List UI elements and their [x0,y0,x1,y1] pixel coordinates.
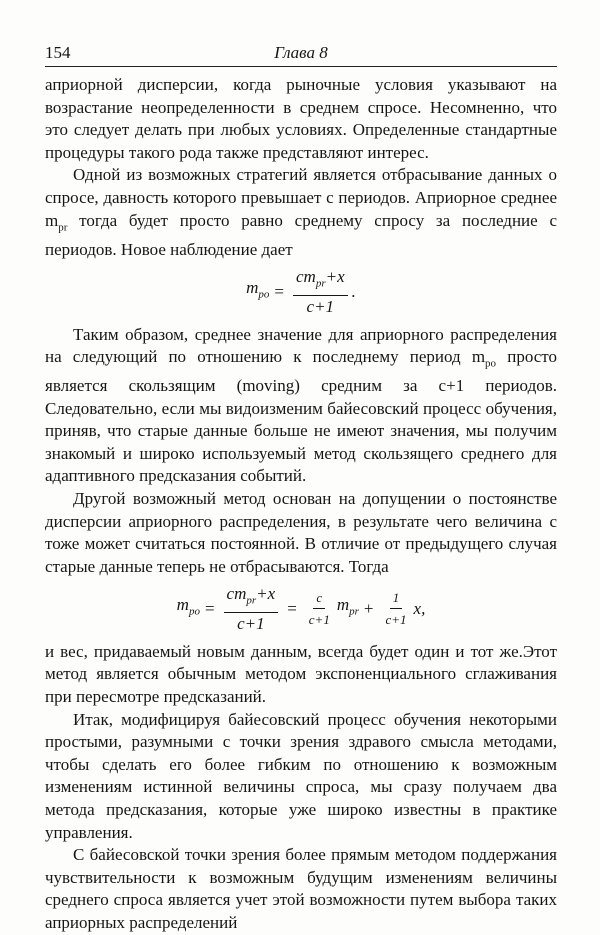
header-rule [45,66,557,67]
page-number: 154 [45,43,71,62]
formula-2-fraction-2 [306,588,333,629]
formula-2-tail: x, [413,599,426,619]
formula-2-equals-2: = [287,599,297,619]
formula-2-lhs: $m_{po}$ [176,595,200,618]
page-header [45,42,557,64]
formula-1 [45,267,557,315]
paragraph-6: Итак, модифицируя байесовский процесс обучения некоторыми простыми, разумными с точки зрения здравого смысла методами, чтобы сделать его более гибким по отношению к возможным изменениям истинной величины спроса, мы сразу получаем два метода предсказания, которые уже широко известны в практике управления. [45,709,557,842]
formula-2-mpr: $m_{pr}$ [336,595,359,618]
formula-2-denominator-2: c+1 [308,612,330,628]
paragraph-3: Таким образом, среднее значение для априорного распределения на следующий по отношению к последнему период $m_{po}$ просто является скользящим (moving) средним за c+1 периодов. Следовательно, если мы видоизменим байесовский процесс обучения, приняв, что старые данные больше не имеют значения, мы получим знакомый и широко используемый метод скользящего среднего для адаптивного предсказания событий. [45,324,557,486]
formula-2-numerator-2: c [313,588,325,609]
page-body [45,74,557,935]
formula-2-denominator-1: c+1 [237,613,265,633]
formula-2-fraction-3 [382,588,409,629]
paragraph-1: априорной дисперсии, когда рыночные условия указывают на возрастание неопределенности в среднем спросе. Несомненно, что это следует делать при любых условиях. Определенные стандартные процедуры такого рода также представляют интерес. [45,75,557,162]
formula-1-fraction [293,267,348,315]
paragraph-7: С байесовской точки зрения более прямым методом поддержания чувствительности к возможным будущим изменениям величины среднего спроса является учет этой возможности путем выбора таких априорных распределений [45,845,557,932]
formula-2-numerator-1: $cm_{pr}+x$ [224,584,279,612]
formula-1-denominator: c+1 [306,296,335,316]
paragraph-4: Другой возможный метод основан на допущении о постоянстве дисперсии априорного распределения, в результате чего величина c тоже может считаться постоянной. В отличие от предыдущего случая старые данные теперь не отбрасываются. Тогда [45,489,557,576]
formula-1-end: . [351,281,356,301]
formula-1-equals: = [274,281,284,301]
formula-2-plus: + [363,599,374,619]
formula-2-denominator-3: c+1 [385,612,407,628]
formula-2-numerator-3: 1 [390,588,403,609]
formula-1-numerator: $cm_{pr}+x$ [293,267,348,295]
chapter-title: Глава 8 [274,43,328,62]
paragraph-2: Одной из возможных стратегий является отбрасывание данных о спросе, давность которого превышает c периодов. Априорное среднее $m_{pr}$ тогда будет просто равно среднему спросу за последние c периодов. Новое наблюдение дает [45,165,557,259]
formula-2 [45,584,557,632]
formula-2-equals-1: = [204,599,215,619]
paragraph-5: и вес, придаваемый новым данным, всегда будет один и тот же.Этот метод является обычным методом экспоненциального сглаживания при пересмотре предсказаний. [45,641,557,707]
formula-2-fraction-1 [224,584,279,632]
formula-1-lhs: $m_{po}$ [246,278,270,301]
